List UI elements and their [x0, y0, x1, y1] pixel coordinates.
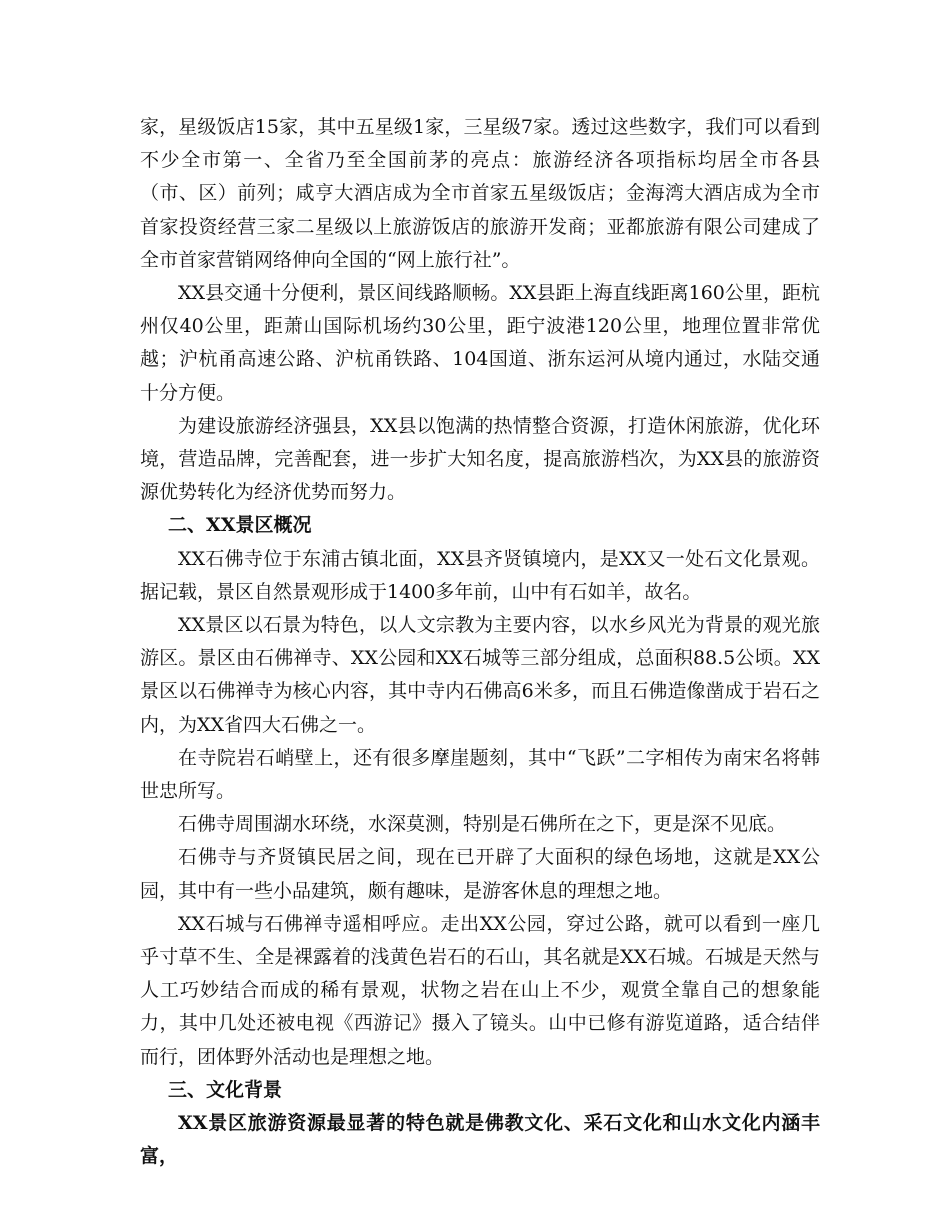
paragraph-cultural-features: XX景区旅游资源最显著的特色就是佛教文化、采石文化和山水文化内涵丰富， [140, 1112, 820, 1168]
paragraph-transportation: XX县交通十分便利，景区间线路顺畅。XX县距上海直线距离160公里，距杭州仅40公里，距萧山国际机场约30公里，距宁波港120公里，地理位置非常优越；沪杭甬高速公路、沪杭甬铁路、104国道、浙东运河从境内通过，水陆交通十分方便。 [140, 282, 820, 404]
paragraph-stone-city: XX石城与石佛禅寺遥相呼应。走出XX公园，穿过公路，就可以看到一座几乎寸草不生、全是裸露着的浅黄色岩石的石山，其名就是XX石城。石城是天然与人工巧妙结合而成的稀有景观，状物之岩在山上不少，观赏全靠自己的想象能力，其中几处还被电视《西游记》摄入了镜头。山中已修有游览道路，适合结伴而行，团体野外活动也是理想之地。 [140, 912, 820, 1068]
document-body [140, 111, 820, 1174]
section-heading-cultural-background: 三、文化背景 [168, 1078, 283, 1101]
paragraph-stone-buddha-temple: XX石佛寺位于东浦古镇北面，XX县齐贤镇境内，是XX又一处石文化景观。据记载，景区自然景观形成于1400多年前，山中有石如羊，故名。 [140, 547, 820, 603]
paragraph-park: 石佛寺与齐贤镇民居之间，现在已开辟了大面积的绿色场地，这就是XX公园，其中有一些小品建筑，颇有趣味，是游客休息的理想之地。 [140, 846, 820, 902]
section-heading-scenic-overview: 二、XX景区概况 [168, 514, 312, 537]
paragraph-cliff-inscriptions: 在寺院岩石峭壁上，还有很多摩崖题刻，其中“飞跃”二字相传为南宋名将韩世忠所写。 [140, 746, 820, 803]
paragraph-scenic-area-composition: XX景区以石景为特色，以人文宗教为主要内容，以水乡风光为背景的观光旅游区。景区由石佛禅寺、XX公园和XX石城等三部分组成，总面积88.5公顷。XX景区以石佛禅寺为核心内容，其中寺内石佛高6米多，而且石佛造像凿成于岩石之内，为XX省四大石佛之一。 [140, 614, 820, 736]
paragraph-hotels-continued: 家，星级饭店15家，其中五星级1家，三星级7家。透过这些数字，我们可以看到不少全市第一、全省乃至全国前茅的亮点：旅游经济各项指标均居全市各县（市、区）前列；咸亨大酒店成为全市首家五星级饭店；金海湾大酒店成为全市首家投资经营三家二星级以上旅游饭店的旅游开发商；亚都旅游有限公司建成了全市首家营销网络伸向全国的“网上旅行社”。 [140, 116, 820, 271]
paragraph-tourism-economy: 为建设旅游经济强县，XX县以饱满的热情整合资源，打造休闲旅游，优化环境，营造品牌，完善配套，进一步扩大知名度，提高旅游档次，为XX县的旅游资源优势转化为经济优势而努力。 [140, 414, 820, 504]
paragraph-lake: 石佛寺周围湖水环绕，水深莫测，特别是石佛所在之下，更是深不见底。 [178, 813, 787, 836]
